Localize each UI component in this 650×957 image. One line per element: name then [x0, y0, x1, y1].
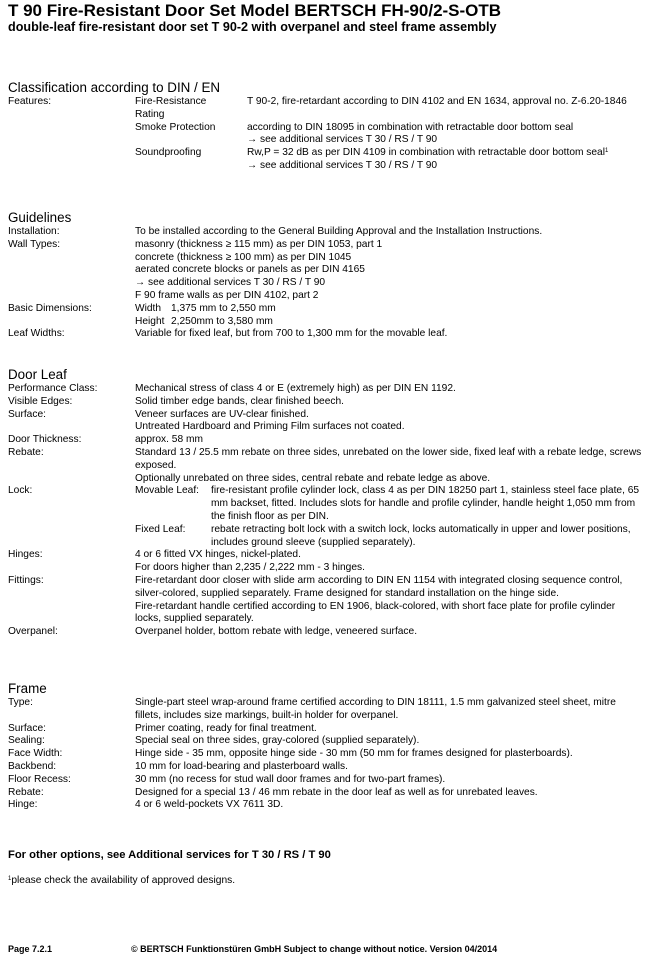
fittings-value: Fire-retardant handle certified according to EN 1906, black-colored, with short face plate for profile cylinder locks, supplied separately.: [135, 600, 616, 625]
surface-row: [8, 409, 642, 435]
frame-surface-label: Surface:: [8, 722, 46, 734]
surface-label: Surface:: [8, 408, 46, 420]
visible-edges-label: Visible Edges:: [8, 395, 73, 407]
hinges-values: [135, 549, 642, 575]
frame-sealing-label: Sealing:: [8, 735, 45, 747]
fittings-row: [8, 575, 642, 626]
fittings-label: Fittings:: [8, 574, 44, 586]
frame-backbend-value: 10 mm for load-bearing and plasterboard walls.: [135, 760, 348, 772]
frame-face-width-label: Face Width:: [8, 748, 63, 760]
guidelines-heading: Guidelines: [8, 210, 72, 225]
height-value: 2,250mm to 3,580 mm: [171, 315, 273, 327]
frame-face-width-row: [8, 748, 642, 761]
fixed-leaf-label: Fixed Leaf:: [135, 523, 186, 535]
basic-dimensions-label: Basic Dimensions:: [8, 302, 92, 314]
wall-type-item: aerated concrete blocks or panels as per DIN 4165: [135, 264, 365, 276]
rebate-label: Rebate:: [8, 446, 44, 458]
wall-types-label: Wall Types:: [8, 238, 61, 250]
surface-value: Veneer surfaces are UV-clear finished.: [135, 408, 309, 420]
features-label: Features:: [8, 96, 52, 107]
frame-heading: Frame: [8, 681, 47, 696]
frame-type-label: Type:: [8, 697, 33, 708]
frame-backbend-label: Backbend:: [8, 760, 57, 772]
frame-rebate-label: Rebate:: [8, 786, 44, 798]
wall-types-row: [8, 239, 642, 303]
footnote-text: please check the availability of approved designs.: [11, 875, 236, 886]
performance-class-value: Mechanical stress of class 4 or E (extremely high) as per DIN EN 1192.: [135, 383, 456, 394]
page-subtitle: double-leaf fire-resistant door set T 90-2 with overpanel and steel frame assembly: [8, 20, 497, 34]
rebate-values: [135, 447, 642, 485]
lock-values: [135, 485, 642, 549]
frame-rebate-row: [8, 787, 642, 800]
leaf-widths-value: Variable for fixed leaf, but from 700 to 1,300 mm for the movable leaf.: [135, 328, 448, 340]
width-value: 1,375 mm to 2,550 mm: [171, 302, 276, 314]
soundproofing-row: [135, 147, 642, 173]
copyright-notice: © BERTSCH Funktionstüren GmbH Subject to change without notice. Version 04/2014: [131, 944, 498, 954]
frame-hinge-value: 4 or 6 weld-pockets VX 7611 3D.: [135, 799, 284, 811]
basic-dimensions-row: [8, 303, 642, 329]
height-label: Height: [135, 315, 165, 327]
features-values: [135, 96, 642, 173]
soundproofing-label: Soundproofing: [135, 147, 202, 159]
fittings-value: Fire-retardant door closer with slide arm according to DIN EN 1154 with integrated closing sequence control, silver-colored, supplied separately. Frame designed for standard installation on the hinge side.: [135, 574, 623, 599]
leaf-widths-label: Leaf Widths:: [8, 328, 65, 340]
soundproofing-value-wrap: [247, 147, 642, 160]
overpanel-row: [8, 626, 642, 639]
height-row: [135, 316, 642, 329]
smoke-protection-values: [247, 122, 642, 148]
soundproofing-value: Rw,P = 32 dB as per DIN 4109 in combination with retractable door bottom seal: [247, 147, 605, 159]
guidelines-section: [8, 210, 642, 341]
surface-value: Untreated Hardboard and Priming Film surfaces not coated.: [135, 421, 405, 433]
visible-edges-value: Solid timber edge bands, clear finished beech.: [135, 395, 344, 407]
fixed-leaf-value: rebate retracting bolt lock with a switch lock, locks automatically in upper and lower positions, includes ground sleeve (supplied separately).: [211, 523, 631, 548]
wall-type-item: concrete (thickness ≥ 100 mm) as per DIN 1045: [135, 251, 352, 263]
hinges-row: [8, 549, 642, 575]
wall-type-item: → see additional services T 30 / RS / T 90: [135, 277, 326, 289]
fixed-leaf-row: [135, 524, 642, 550]
footnote-mark: 1: [8, 876, 12, 882]
installation-value: To be installed according to the General Building Approval and the Installation Instructions.: [135, 226, 543, 237]
performance-class-row: [8, 383, 642, 396]
rebate-value: Optionally unrebated on three sides, central rebate and rebate ledge as above.: [135, 472, 491, 484]
hinges-value: 4 or 6 fitted VX hinges, nickel-plated.: [135, 549, 301, 561]
frame-backbend-row: [8, 761, 642, 774]
frame-rebate-value: Designed for a special 13 / 46 mm rebate in the door leaf as well as for unrebated leaves.: [135, 786, 538, 798]
lock-row: [8, 485, 642, 549]
frame-floor-recess-row: [8, 774, 642, 787]
performance-class-label: Performance Class:: [8, 383, 98, 394]
door-leaf-heading: Door Leaf: [8, 367, 67, 382]
rebate-value: Standard 13 / 25.5 mm rebate on three sides, unrebated on the lower side, fixed leaf with a rebate ledge, screws exposed.: [135, 446, 642, 471]
basic-dimensions-values: [135, 303, 642, 329]
soundproofing-values: [247, 147, 642, 173]
frame-face-width-value: Hinge side - 35 mm, opposite hinge side - 30 mm (50 mm for frames designed for plasterboards).: [135, 748, 573, 760]
wall-type-item: F 90 frame walls as per DIN 4102, part 2: [135, 289, 319, 301]
door-thickness-label: Door Thickness:: [8, 434, 82, 446]
frame-type-row: [8, 697, 642, 723]
door-thickness-value: approx. 58 mm: [135, 434, 203, 446]
fittings-values: [135, 575, 642, 626]
fire-resistance-value: T 90-2, fire-retardant according to DIN 4102 and EN 1634, approval no. Z-6.20-1846: [247, 96, 627, 107]
smoke-protection-value: according to DIN 18095 in combination with retractable door bottom seal: [247, 121, 574, 133]
rebate-row: [8, 447, 642, 485]
frame-hinge-label: Hinge:: [8, 799, 38, 811]
lock-label: Lock:: [8, 485, 33, 497]
smoke-protection-ref: → see additional services T 30 / RS / T 90: [247, 134, 438, 146]
installation-label: Installation:: [8, 226, 60, 237]
wall-types-values: [135, 239, 642, 303]
frame-sealing-value: Special seal on three sides, gray-colored (supplied separately).: [135, 735, 420, 747]
width-label: Width: [135, 302, 162, 314]
page-title: T 90 Fire-Resistant Door Set Model BERTSCH FH-90/2-S-OTB: [8, 1, 502, 20]
width-row: [135, 303, 642, 316]
frame-surface-row: [8, 723, 642, 736]
footnote: [8, 875, 235, 888]
soundproofing-ref: → see additional services T 30 / RS / T 90: [247, 159, 438, 171]
installation-row: [8, 226, 642, 239]
fire-resistance-row: [135, 96, 642, 122]
leaf-widths-row: [8, 328, 642, 341]
door-thickness-row: [8, 434, 642, 447]
page-number: Page 7.2.1: [8, 944, 53, 954]
smoke-protection-label: Smoke Protection: [135, 121, 216, 133]
other-options-note: For other options, see Additional services for T 30 / RS / T 90: [8, 849, 331, 861]
classification-heading: Classification according to DIN / EN: [8, 80, 221, 95]
footnote-ref: 1: [604, 148, 609, 155]
door-leaf-section: [8, 367, 642, 639]
wall-type-item: masonry (thickness ≥ 115 mm) as per DIN 1053, part 1: [135, 238, 383, 250]
movable-leaf-label: Movable Leaf:: [135, 485, 199, 497]
hinges-label: Hinges:: [8, 549, 43, 561]
fire-resistance-label: Fire-Resistance Rating: [135, 96, 207, 120]
frame-surface-value: Primer coating, ready for final treatment.: [135, 722, 317, 734]
movable-leaf-row: [135, 485, 642, 523]
frame-floor-recess-label: Floor Recess:: [8, 773, 71, 785]
frame-type-value: Single-part steel wrap-around frame certified according to DIN 18111, 1.5 mm galvanized steel sheet, mitre fillets, includes size markings, built-in holder for overpanel.: [135, 697, 616, 721]
classification-section: [8, 80, 642, 173]
features-row: [8, 96, 642, 173]
surface-values: [135, 409, 642, 435]
frame-floor-recess-value: 30 mm (no recess for stud wall door frames and for two-part frames).: [135, 773, 446, 785]
movable-leaf-value: fire-resistant profile cylinder lock, class 4 as per DIN 18250 part 1, stainless steel face plate, 65 mm backset, fitted. Includes slots for handle and profile cylinder, handle height 1,050 mm from the finish floor as per DIN.: [211, 485, 640, 522]
frame-hinge-row: [8, 799, 642, 812]
smoke-protection-row: [135, 122, 642, 148]
hinges-value: For doors higher than 2,235 / 2,222 mm - 3 hinges.: [135, 562, 365, 574]
frame-sealing-row: [8, 735, 642, 748]
overpanel-value: Overpanel holder, bottom rebate with ledge, veneered surface.: [135, 626, 418, 638]
frame-section: [8, 681, 642, 812]
visible-edges-row: [8, 396, 642, 409]
overpanel-label: Overpanel:: [8, 626, 58, 638]
